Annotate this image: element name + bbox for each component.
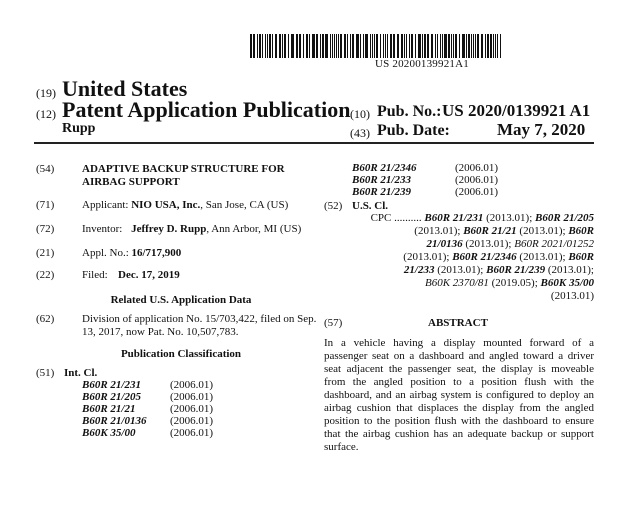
inventor-surname: Rupp (62, 121, 96, 136)
barcode-bar (350, 34, 351, 58)
cont-year-3: (2006.01) (455, 186, 499, 198)
barcode-bar (440, 34, 441, 58)
barcode-bar (418, 34, 421, 58)
division-line1: Division of application No. 15/703,422, filed on Sep. (82, 313, 317, 325)
barcode-bar (320, 34, 321, 58)
int-cl-class-1: B60R 21/231 (82, 379, 141, 391)
cpc-4-c: (2013.01); (516, 251, 569, 263)
barcode-bar (334, 34, 335, 58)
barcode-bar (453, 34, 454, 58)
cpc-5-a: 21/233 (403, 264, 435, 276)
int-cl-year-5: (2006.01) (170, 427, 214, 439)
cpc-1-d: B60R 21/205 (535, 212, 594, 224)
barcode-bar (393, 34, 395, 58)
country-title: United States (62, 76, 188, 101)
cpc-1-b: B60R 21/231 (424, 212, 484, 224)
barcode-bar (356, 34, 359, 58)
barcode-bar (322, 34, 324, 58)
barcode-bar (269, 34, 271, 58)
barcode-bar (424, 34, 426, 58)
barcode-bar (481, 34, 483, 58)
int-cl-class-3: B60R 21/21 (82, 403, 136, 415)
barcode-bar (374, 34, 375, 58)
cpc-line-2 (359, 225, 594, 238)
barcode-bar (282, 34, 283, 58)
code-19: (19) (36, 86, 56, 100)
code-51: (51) (36, 367, 55, 379)
abstract-heading: ABSTRACT (428, 317, 488, 329)
code-57: (57) (324, 317, 343, 329)
barcode-bar (316, 34, 318, 58)
cpc-4-a: (2013.01); (403, 251, 453, 263)
barcode-bar (360, 34, 361, 58)
cpc-line-4 (359, 251, 594, 264)
cpc-7-a: (2013.01) (550, 290, 594, 302)
us-cl-label: U.S. Cl. (352, 200, 389, 212)
code-43: (43) (350, 126, 370, 140)
appl-label: Appl. No.: (82, 247, 129, 259)
publication-type-title: Patent Application Publication (62, 97, 351, 122)
barcode-bar (383, 34, 384, 58)
invention-title-line2: AIRBAG SUPPORT (82, 176, 180, 188)
barcode-bar (401, 34, 403, 58)
barcode-bar (495, 34, 496, 58)
int-cl-year-4: (2006.01) (170, 415, 214, 427)
inventor-name: Jeffrey D. Rupp (131, 223, 207, 235)
barcode-bar (455, 34, 457, 58)
barcode-bar (437, 34, 438, 58)
cpc-6-c: B60K 35/00 (540, 277, 594, 289)
barcode-bar (422, 34, 423, 58)
cpc-1-a: CPC .......... (370, 212, 425, 224)
cont-year-1: (2006.01) (455, 162, 499, 174)
inventor-line (82, 222, 301, 236)
code-12: (12) (36, 107, 56, 121)
barcode-bar (288, 34, 289, 58)
barcode-bar (312, 34, 315, 58)
cpc-6-b: (2019.05); (488, 277, 541, 289)
cpc-2-b: B60R 21/21 (463, 225, 517, 237)
barcode-bar (370, 34, 371, 58)
barcode-bar (372, 34, 373, 58)
barcode-bar (468, 34, 470, 58)
division-line2: 13, 2017, now Pat. No. 10,507,783. (82, 326, 239, 338)
applicant-name: NIO USA, Inc. (131, 199, 201, 211)
barcode-bar (259, 34, 261, 58)
barcode-bar (279, 34, 281, 58)
cpc-3-c: B60R 2021/01252 (514, 238, 594, 250)
barcode-bar (485, 34, 486, 58)
barcode-bar (497, 34, 498, 58)
barcode-bar (459, 34, 460, 58)
barcode-bar (387, 34, 388, 58)
barcode-bar (444, 34, 447, 58)
barcode-bar (451, 34, 452, 58)
barcode-bar (296, 34, 298, 58)
code-52: (52) (324, 200, 343, 212)
barcode-bar (309, 34, 310, 58)
pub-date-value: May 7, 2020 (497, 120, 586, 139)
barcode-bar (257, 34, 258, 58)
barcode-bar (390, 34, 392, 58)
appl-line (82, 246, 181, 260)
barcode-bar (500, 34, 501, 58)
barcode-bar (431, 34, 433, 58)
barcode-bar (306, 34, 308, 58)
barcode-bar (352, 34, 354, 58)
pub-no-label: Pub. No.: (377, 103, 442, 120)
barcode-bar (397, 34, 399, 58)
barcode-bar (344, 34, 346, 58)
barcode-bar (265, 34, 266, 58)
int-cl-class-4: B60R 21/0136 (82, 415, 147, 427)
code-62: (62) (36, 313, 55, 325)
cpc-6-a: B60K 2370/81 (425, 277, 489, 289)
pub-no-value: US 2020/0139921 A1 (442, 101, 591, 120)
abstract-text: In a vehicle having a display mounted forward of a passenger seat on a dashboard and angled toward a driver seat adjacent the passenger seat, the display is moveable from the angled position to a position flush with the dashboard, and an airbag system is configured to deploy an airbag cushion that displaces the display from the angled position to the position flush with the dashboard to ensure that the airbag cushion has an adequate backup or support surface. (324, 337, 594, 453)
barcode-bar (411, 34, 413, 58)
barcode-bar (380, 34, 381, 58)
barcode-bar (250, 34, 252, 58)
related-heading: Related U.S. Application Data (110, 294, 252, 306)
barcode-bar (330, 34, 331, 58)
barcode-bar (404, 34, 405, 58)
barcode-bar (253, 34, 255, 58)
barcode-bar (332, 34, 333, 58)
int-cl-class-2: B60R 21/205 (82, 391, 141, 403)
code-21: (21) (36, 247, 55, 259)
invention-title-line1: ADAPTIVE BACKUP STRUCTURE FOR (82, 163, 285, 175)
inventor-label: Inventor: (82, 223, 123, 235)
cpc-line-5 (359, 264, 594, 277)
barcode-bar (338, 34, 339, 58)
int-cl-year-3: (2006.01) (170, 403, 214, 415)
cpc-line-3 (359, 238, 594, 251)
cpc-2-c: (2013.01); (516, 225, 569, 237)
applicant-line (82, 198, 288, 212)
appl-number: 16/717,900 (131, 247, 182, 259)
code-10: (10) (350, 107, 370, 121)
cpc-5-d: (2013.01); (545, 264, 594, 276)
applicant-location: , San Jose, CA (US) (200, 199, 289, 211)
code-22: (22) (36, 269, 55, 281)
cpc-5-c: B60R 21/239 (486, 264, 546, 276)
barcode-bar (435, 34, 436, 58)
barcode-bar (272, 34, 273, 58)
cpc-1-c: (2013.01); (483, 212, 536, 224)
cpc-4-d: B60R (568, 251, 594, 263)
barcode-bar (471, 34, 472, 58)
barcode-bar (385, 34, 386, 58)
cont-class-3: B60R 21/239 (352, 186, 411, 198)
code-72: (72) (36, 223, 55, 235)
cont-class-2: B60R 21/233 (352, 174, 411, 186)
cont-class-1: B60R 21/2346 (352, 162, 417, 174)
barcode-bar (267, 34, 268, 58)
barcode-bar (427, 34, 429, 58)
cpc-2-d: B60R (568, 225, 594, 237)
code-54: (54) (36, 163, 55, 175)
int-cl-year-1: (2006.01) (170, 379, 214, 391)
barcode-bar (487, 34, 489, 58)
cpc-line-6 (359, 277, 594, 290)
inventor-location: , Ann Arbor, MI (US) (206, 223, 302, 235)
filed-date: Dec. 17, 2019 (118, 269, 180, 281)
barcode-bar (275, 34, 277, 58)
barcode-bar (336, 34, 337, 58)
int-cl-label: Int. Cl. (64, 367, 98, 379)
barcode-bar (299, 34, 301, 58)
barcode-bar (466, 34, 467, 58)
code-71: (71) (36, 199, 55, 211)
barcode-bar (477, 34, 479, 58)
applicant-label: Applicant: (82, 199, 129, 211)
pub-class-heading: Publication Classification (120, 348, 242, 360)
barcode-image (250, 34, 502, 58)
cpc-3-a: 21/0136 (426, 238, 463, 250)
barcode-bar (448, 34, 450, 58)
barcode-bar (415, 34, 416, 58)
header-divider (34, 142, 594, 144)
barcode-bar (291, 34, 294, 58)
filed-label: Filed: (82, 269, 108, 281)
cpc-3-b: (2013.01); (462, 238, 515, 250)
barcode-bar (409, 34, 410, 58)
cpc-line-1 (359, 212, 594, 225)
barcode-bar (406, 34, 407, 58)
barcode-bar (340, 34, 342, 58)
barcode-bar (325, 34, 328, 58)
cpc-4-b: B60R 21/2346 (452, 251, 517, 263)
barcode-bar (475, 34, 476, 58)
int-cl-class-5: B60K 35/00 (82, 427, 136, 439)
barcode-bar (363, 34, 364, 58)
barcode-bar (462, 34, 465, 58)
barcode-bar (347, 34, 348, 58)
cpc-5-b: (2013.01); (434, 264, 487, 276)
barcode-bar (442, 34, 443, 58)
barcode-bar (493, 34, 494, 58)
barcode-bar (284, 34, 286, 58)
cpc-2-a: (2013.01); (414, 225, 464, 237)
barcode-bar (473, 34, 474, 58)
barcode-bar (365, 34, 368, 58)
barcode-number: US 20200139921A1 (375, 58, 469, 70)
cpc-line-7 (359, 290, 594, 303)
cont-year-2: (2006.01) (455, 174, 499, 186)
barcode-bar (262, 34, 263, 58)
int-cl-year-2: (2006.01) (170, 391, 214, 403)
barcode-bar (376, 34, 378, 58)
pub-date-label: Pub. Date: (377, 122, 450, 139)
barcode-bar (303, 34, 304, 58)
barcode-bar (490, 34, 492, 58)
